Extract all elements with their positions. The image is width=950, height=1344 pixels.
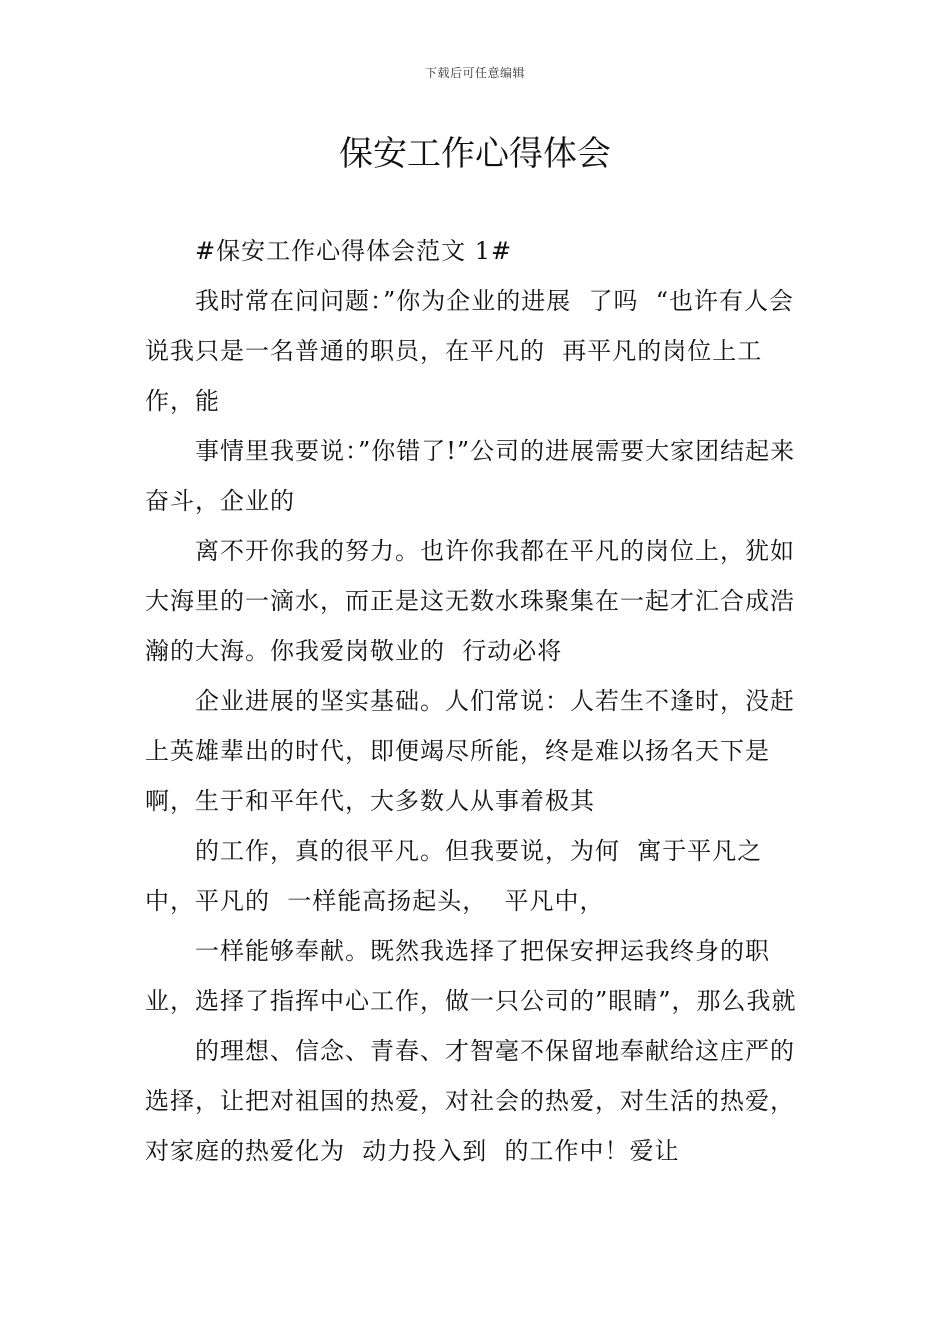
paragraph: 企业进展的坚实基础。人们常说：人若生不逢时，没赶上英雄辈出的时代，即便竭尽所能，终是难以扬名天下是啊，生于和平年代，大多数人从事着极其: [145, 687, 795, 815]
document-body: [145, 226, 813, 1176]
paragraph: 我时常在问问题：”你为企业的进展 了吗 “也许有人会说我只是一名普通的职员，在平凡的 再平凡的岗位上工作，能: [145, 287, 795, 415]
paragraph: 一样能够奉献。既然我选择了把保安押运我终身的职业，选择了指挥中心工作，做一只公司的”眼睛”，那么我就: [145, 937, 797, 1015]
paragraph: 的工作，真的很平凡。但我要说，为何 寓于平凡之中，平凡的 一样能高扬起头， 平凡中，: [145, 837, 763, 915]
paragraph: 事情里我要说：”你错了!”公司的进展需要大家团结起来 奋斗，企业的: [145, 437, 813, 515]
paragraph-subtitle: #保安工作心得体会范文 1#: [195, 237, 513, 265]
document-title: 保安工作心得体会: [339, 134, 611, 174]
paragraph: 离不开你我的努力。也许你我都在平凡的岗位上，犹如大海里的一滴水，而正是这无数水珠聚集在一起才汇合成浩瀚的大海。你我爱岗敬业的 行动必将: [145, 537, 795, 665]
paragraph: 的理想、信念、青春、才智毫不保留地奉献给这庄严的选择，让把对祖国的热爱，对社会的热爱，对生活的热爱，对家庭的热爱化为 动力投入到 的工作中！爱让: [145, 1037, 795, 1165]
header-note: 下载后可任意编辑: [424, 66, 525, 80]
